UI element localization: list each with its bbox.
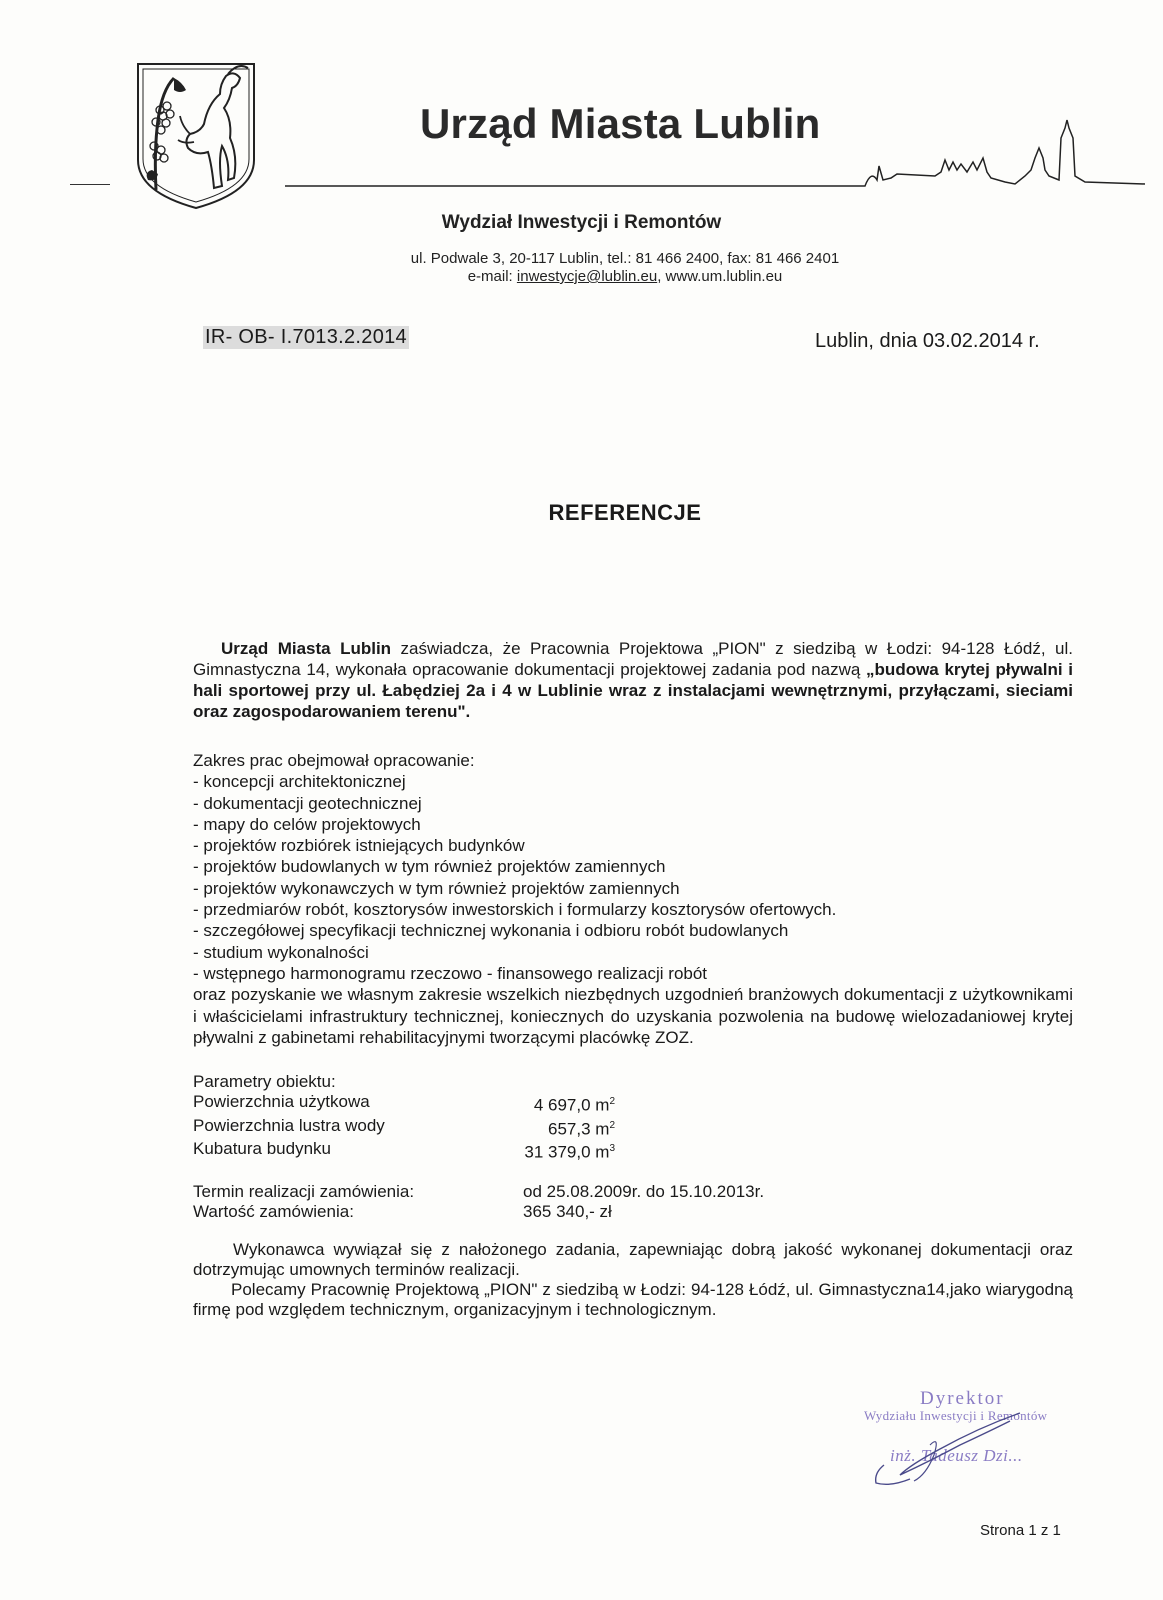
stamp-name: inż. Tadeusz Dzi... — [890, 1446, 1023, 1465]
email-label: e-mail: — [467, 268, 517, 285]
list-item: - projektów wykonawczych w tym również projektów zamiennych — [193, 878, 680, 898]
email-line — [0, 268, 1163, 286]
page-number: Strona 1 z 1 — [980, 1522, 1061, 1539]
list-item: - przedmiarów robót, kosztorysów inwestorskich i formularzy kosztorysów ofertowych. — [193, 900, 837, 920]
list-item: - mapy do celów projektowych — [193, 814, 421, 834]
contact-block — [0, 250, 1163, 286]
website-text: , www.um.lublin.eu — [657, 268, 783, 285]
closing-section — [193, 1240, 1073, 1320]
department-name: Wydział Inwestycji i Remontów — [441, 212, 722, 233]
document-date: Lublin, dnia 03.02.2014 r. — [815, 330, 1040, 352]
list-item: - projektów rozbiórek istniejących budynków — [193, 836, 525, 856]
terms-section — [193, 1182, 764, 1222]
scope-tail: oraz pozyskanie we własnym zakresie wszelkich niezbędnych uzgodnień branżowych dokumentacji z użytkownikami i właścicielami infrastruktury technicznej, koniecznych do uzyskania pozwolenia na budowę wielozadaniowej krytej pływalni z gabinetami rehabilitacyjnymi tworzącymi placówkę ZOZ. — [193, 985, 1073, 1047]
reference-number: IR- OB- I.7013.2.2014 — [205, 326, 407, 348]
list-item: - koncepcji architektonicznej — [193, 772, 406, 792]
stamp-unit: Wydziału Inwestycji i Remontów — [864, 1408, 1048, 1423]
parameter-value: 4 697,0 $m^2$ — [533, 1095, 615, 1115]
parameter-value: 31 379,0 $m^3$ — [524, 1142, 615, 1162]
parameter-row — [193, 1139, 615, 1163]
term-label: Wartość zamówienia: — [193, 1202, 354, 1221]
parameter-label: Powierzchnia lustra wody — [193, 1115, 385, 1135]
intro-paragraph — [193, 638, 1073, 722]
document-heading: REFERENCJE — [548, 500, 702, 525]
signature-icon — [870, 1405, 1040, 1490]
intro-subject: Urząd Miasta Lublin — [221, 639, 392, 658]
address-line: ul. Podwale 3, 20-117 Lublin, tel.: 81 466 2400, fax: 81 466 2401 — [410, 250, 840, 267]
closing-paragraph-2: Polecamy Pracownię Projektową „PION" z siedzibą w Łodzi: 94-128 Łódź, ul. Gimnastyczna14,jako wiarygodną firmę pod względem technicznym, organizacyjnym i technologicznym. — [193, 1280, 1073, 1319]
list-item: - szczegółowej specyfikacji technicznej wykonania i odbioru robót budowlanych — [193, 921, 789, 941]
closing-paragraph-1: Wykonawca wywiązał się z nałożonego zadania, zapewniając dobrą jakość wykonanej dokumentacji oraz dotrzymując umownych terminów realizacji. — [193, 1240, 1073, 1279]
list-item: - wstępnego harmonogramu rzeczowo - finansowego realizacji robót — [193, 963, 708, 983]
term-row — [193, 1182, 764, 1202]
scope-lead: Zakres prac obejmował opracowanie: — [193, 751, 475, 770]
office-title: Urząd Miasta Lublin — [420, 100, 821, 147]
coat-of-arms-icon — [134, 60, 258, 212]
parameters-title: Parametry obiektu: — [193, 1072, 336, 1091]
scope-section — [193, 750, 1073, 1048]
term-value: od 25.08.2009r. do 15.10.2013r. — [523, 1182, 765, 1201]
term-row — [193, 1202, 764, 1222]
city-skyline-icon — [285, 118, 1145, 190]
parameter-label: Powierzchnia użytkowa — [193, 1092, 370, 1111]
list-item: - projektów budowlanych w tym również projektów zamiennych — [193, 857, 666, 877]
parameter-row — [193, 1092, 615, 1116]
stamp-title: Dyrektor — [920, 1388, 1005, 1409]
parameters-section — [193, 1072, 615, 1163]
header-rule-left — [70, 184, 110, 185]
email-link[interactable]: inwestycje@lublin.eu — [516, 268, 658, 285]
term-value: 365 340,- zł — [523, 1202, 612, 1221]
list-item: - dokumentacji geotechnicznej — [193, 793, 422, 813]
project-name: „budowa krytej pływalni i hali sportowej przy ul. Łabędziej 2a i 4 w Lublinie wraz z instalacjami wewnętrznymi, przyłączami, sieciami oraz zagospodarowaniem terenu". — [193, 660, 1073, 721]
term-label: Termin realizacji zamówienia: — [193, 1182, 415, 1201]
list-item: - studium wykonalności — [193, 942, 369, 962]
parameter-label: Kubatura budynku — [193, 1139, 331, 1159]
parameter-value: 657,3 $m^2$ — [548, 1119, 615, 1139]
intro-text: zaświadcza, że Pracownia Projektowa „PION" z siedzibą w Łodzi: 94-128 Łódź, ul. Gimnastyczna 14, wykonała opracowanie dokumentacji projektowej zadania pod nazwą — [193, 639, 1073, 679]
parameter-row — [193, 1116, 615, 1140]
